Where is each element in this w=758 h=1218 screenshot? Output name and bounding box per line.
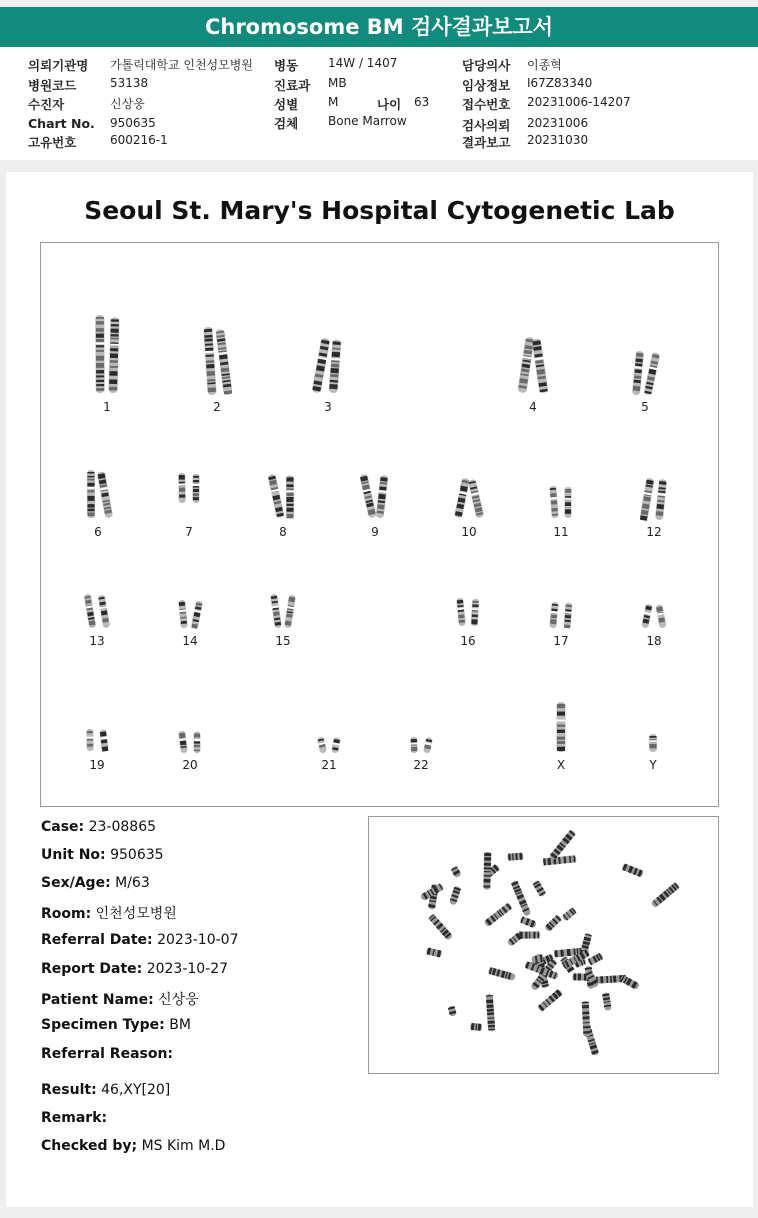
chromosome-label-Y: Y: [649, 758, 657, 772]
metaphase-image: [368, 816, 719, 1074]
specimen-type-value: BM: [169, 1017, 191, 1033]
chromosome-1-b: [108, 317, 120, 393]
chromosome-22-b: [423, 737, 434, 754]
info-value-ward: 14W / 1407: [328, 56, 398, 70]
chromosome-17-b: [563, 603, 573, 629]
info-label-unique-no: 고유번호: [28, 135, 77, 150]
chromosome-label-4: 4: [529, 400, 537, 414]
chromosome-18-b: [655, 604, 667, 628]
info-label-patient: 수진자: [28, 97, 65, 112]
chromosome-4-a: [517, 337, 535, 394]
metaphase-chromosome: [428, 913, 453, 940]
info-label-result-date: 결과보고: [462, 135, 511, 150]
chromosome-22-a: [410, 737, 419, 753]
unit-no-value: 950635: [110, 847, 164, 863]
chromosome-7-b: [192, 474, 200, 503]
chromosome-6-a: [86, 470, 95, 518]
karyogram-figure: [41, 243, 718, 806]
room-value: 인천성모병원: [95, 906, 177, 922]
chromosome-label-5: 5: [641, 400, 649, 414]
info-label-specimen: 검체: [274, 116, 299, 131]
chromosome-pair-20: [178, 731, 201, 754]
chromosome-label-18: 18: [646, 634, 662, 648]
chromosome-11-a: [549, 486, 559, 519]
metaphase-chromosome: [470, 1023, 482, 1031]
metaphase-chromosome: [537, 989, 563, 1012]
metaphase-chromosome: [488, 967, 516, 981]
patient-name-field: Patient Name: 신상웅: [41, 992, 199, 1008]
patient-name-value: 신상웅: [158, 992, 199, 1008]
chromosome-label-10: 10: [461, 525, 477, 539]
info-label-institution: 의뢰기관명: [28, 58, 89, 73]
chromosome-1-a: [95, 315, 105, 393]
referral-date-field: Referral Date: 2023-10-07: [41, 932, 239, 948]
chromosome-pair-16: [456, 598, 480, 627]
chromosome-pair-21: [316, 736, 341, 753]
chromosome-label-11: 11: [553, 525, 569, 539]
info-value-clinical: I67Z83340: [527, 76, 593, 90]
chromosome-label-12: 12: [646, 525, 662, 539]
chromosome-10-a: [454, 478, 471, 519]
info-label-hospital-code: 병원코드: [28, 78, 77, 93]
info-value-result-date: 20231030: [527, 133, 589, 147]
report-title: Chromosome BM 검사결과보고서: [204, 15, 554, 39]
chromosome-pair-10: [454, 478, 485, 519]
result-field: Result: 46,XY[20]: [41, 1082, 171, 1098]
info-label-department: 진료과: [274, 78, 311, 93]
chromosome-6-b: [96, 471, 113, 518]
unit-no-field: Unit No: 950635: [41, 847, 164, 863]
chromosome-label-14: 14: [182, 634, 198, 648]
chromosome-9-b: [375, 475, 389, 518]
bottom-margin: [0, 1207, 758, 1218]
chromosome-pair-14: [178, 600, 204, 629]
result-value: 46,XY[20]: [101, 1082, 171, 1098]
metaphase-spread: [369, 817, 718, 1073]
chromosome-18-a: [641, 603, 654, 628]
chromosome-3-b: [328, 339, 342, 393]
chromosome-pair-7: [178, 473, 200, 503]
metaphase-chromosome: [519, 932, 540, 939]
metaphase-chromosome: [449, 886, 461, 906]
metaphase-chromosome: [426, 947, 443, 957]
metaphase-chromosome: [484, 902, 513, 927]
metaphase-chromosome: [519, 916, 537, 928]
metaphase-chromosome: [621, 863, 644, 877]
lab-title: Seoul St. Mary's Hospital Cytogenetic Lab: [84, 196, 675, 225]
chromosome-pair-11: [549, 486, 572, 519]
chromosome-label-16: 16: [460, 634, 476, 648]
chromosome-label-2: 2: [213, 400, 221, 414]
chromosome-9-a: [359, 474, 377, 519]
chromosome-7-a: [178, 473, 187, 503]
report-title-bar: [0, 7, 758, 47]
chromosome-pair-15: [270, 594, 297, 629]
info-label-ward: 병동: [274, 58, 299, 73]
chromosome-label-1: 1: [103, 400, 111, 414]
report-date-field: Report Date: 2023-10-27: [41, 961, 229, 977]
info-value-doctor: 이종혁: [527, 58, 562, 72]
chromosome-10-b: [467, 479, 484, 519]
chromosome-14-b: [190, 600, 203, 629]
chromosome-label-17: 17: [553, 634, 569, 648]
info-value-sex: M: [328, 95, 339, 109]
chromosome-3-a: [311, 338, 331, 394]
chromosome-13-b: [97, 595, 111, 629]
chromosome-15-a: [270, 594, 283, 629]
chromosome-pair-5: [631, 351, 660, 396]
chromosome-14-a: [178, 600, 189, 629]
metaphase-chromosome: [486, 994, 496, 1032]
chromosome-pair-22: [410, 737, 434, 754]
case-field: Case: 23-08865: [41, 819, 157, 835]
metaphase-chromosome: [507, 853, 523, 861]
chromosome-label-7: 7: [185, 525, 193, 539]
metaphase-chromosome: [448, 1005, 457, 1017]
metaphase-chromosome: [543, 855, 577, 865]
chromosome-label-21: 21: [321, 758, 337, 772]
chromosome-label-13: 13: [89, 634, 105, 648]
chromosome-19-a: [86, 729, 94, 751]
chromosome-pair-1: [95, 315, 120, 393]
metaphase-chromosome: [450, 865, 461, 878]
metaphase-chromosome: [561, 907, 577, 922]
info-label-doctor: 담당의사: [462, 58, 511, 73]
info-value-request-date: 20231006: [527, 116, 589, 130]
info-label-receipt-no: 접수번호: [462, 97, 511, 112]
chromosome-5-b: [643, 352, 661, 396]
chromosome-pair-3: [311, 338, 342, 394]
chromosome-label-9: 9: [371, 525, 379, 539]
specimen-type-field: Specimen Type: BM: [41, 1017, 191, 1033]
chromosome-17-a: [549, 602, 559, 629]
chromosome-2-a: [203, 327, 217, 396]
chromosome-pair-8: [267, 474, 295, 519]
chromosome-label-19: 19: [89, 758, 105, 772]
chromosome-label-6: 6: [94, 525, 102, 539]
chromosome-2-b: [215, 329, 233, 396]
metaphase-chromosome: [532, 880, 546, 898]
chromosome-5-a: [631, 351, 644, 396]
chromosome-8-b: [285, 475, 294, 518]
top-margin: [0, 0, 758, 6]
metaphase-chromosome: [620, 975, 641, 991]
checked-by-value: MS Kim M.D: [141, 1138, 226, 1154]
metaphase-chromosome: [602, 992, 612, 1011]
chromosome-21-b: [331, 737, 342, 754]
report-date-value: 2023-10-27: [146, 961, 229, 977]
info-value-institution: 가톨릭대학교 인천성모병원: [110, 58, 253, 72]
chromosome-label-20: 20: [182, 758, 198, 772]
metaphase-chromosome: [544, 914, 562, 932]
chromosome-label-3: 3: [324, 400, 332, 414]
info-value-patient: 신상웅: [110, 97, 145, 111]
case-value: 23-08865: [88, 819, 157, 835]
chromosome-8-a: [267, 474, 285, 519]
info-value-unique-no: 600216-1: [110, 133, 168, 147]
chromosome-label-22: 22: [413, 758, 429, 772]
info-value-hospital-code: 53138: [110, 76, 149, 90]
chromosome-y: [649, 734, 658, 752]
chromosome-pair-17: [549, 602, 573, 629]
chromosome-pair-13: [83, 594, 111, 629]
info-value-age: 63: [414, 95, 430, 109]
info-label-chart-no: Chart No.: [28, 116, 95, 131]
chromosome-x: [556, 702, 566, 752]
chromosome-pair-12: [639, 478, 668, 521]
chromosome-21-a: [316, 736, 327, 753]
chromosome-pair-X: [556, 702, 566, 752]
remark-field: Remark:: [41, 1110, 108, 1126]
metaphase-chromosome: [651, 882, 681, 908]
info-label-clinical: 임상정보: [462, 78, 511, 93]
chromosome-20-a: [178, 731, 189, 754]
chromosome-pair-18: [641, 603, 667, 628]
metaphase-chromosome: [582, 1001, 591, 1037]
checked-by-field: Checked by; MS Kim M.D: [41, 1138, 226, 1154]
chromosome-16-a: [456, 598, 467, 627]
chromosome-20-b: [193, 732, 201, 753]
sex-age-value: M/63: [115, 875, 150, 891]
chromosome-12-b: [654, 479, 667, 520]
sex-age-field: Sex/Age: M/63: [41, 875, 150, 891]
chromosome-label-8: 8: [279, 525, 287, 539]
chromosome-pair-19: [86, 729, 110, 752]
metaphase-chromosome: [587, 952, 604, 965]
info-value-specimen: Bone Marrow: [328, 114, 407, 128]
karyogram-image: [40, 242, 719, 807]
referral-reason-field: Referral Reason:: [41, 1046, 174, 1062]
chromosome-pair-6: [86, 470, 113, 518]
info-label-sex: 성별: [274, 97, 299, 112]
chromosome-16-b: [470, 599, 479, 627]
info-label-age: 나이: [377, 97, 402, 112]
chromosome-label-X: X: [556, 758, 566, 772]
chromosome-pair-9: [359, 474, 389, 519]
chromosome-13-a: [83, 594, 97, 629]
chromosome-15-b: [284, 595, 297, 629]
chromosome-11-b: [564, 487, 572, 518]
patient-info-panel: [0, 47, 758, 160]
referral-date-value: 2023-10-07: [157, 932, 239, 948]
room-field: Room: 인천성모병원: [41, 906, 177, 922]
chromosome-12-a: [639, 478, 655, 521]
info-value-receipt-no: 20231006-14207: [527, 95, 631, 109]
chromosome-19-b: [99, 729, 110, 751]
chromosome-pair-4: [517, 337, 549, 394]
info-value-department: MB: [328, 76, 347, 90]
chromosome-label-15: 15: [275, 634, 291, 648]
chromosome-pair-Y: [649, 734, 658, 752]
chromosome-4-b: [531, 338, 549, 393]
metaphase-chromosome: [511, 880, 532, 917]
metaphase-chromosome: [483, 852, 491, 890]
info-value-chart-no: 950635: [110, 116, 156, 130]
info-label-request-date: 검사의뢰: [462, 118, 511, 133]
chromosome-pair-2: [203, 327, 233, 396]
